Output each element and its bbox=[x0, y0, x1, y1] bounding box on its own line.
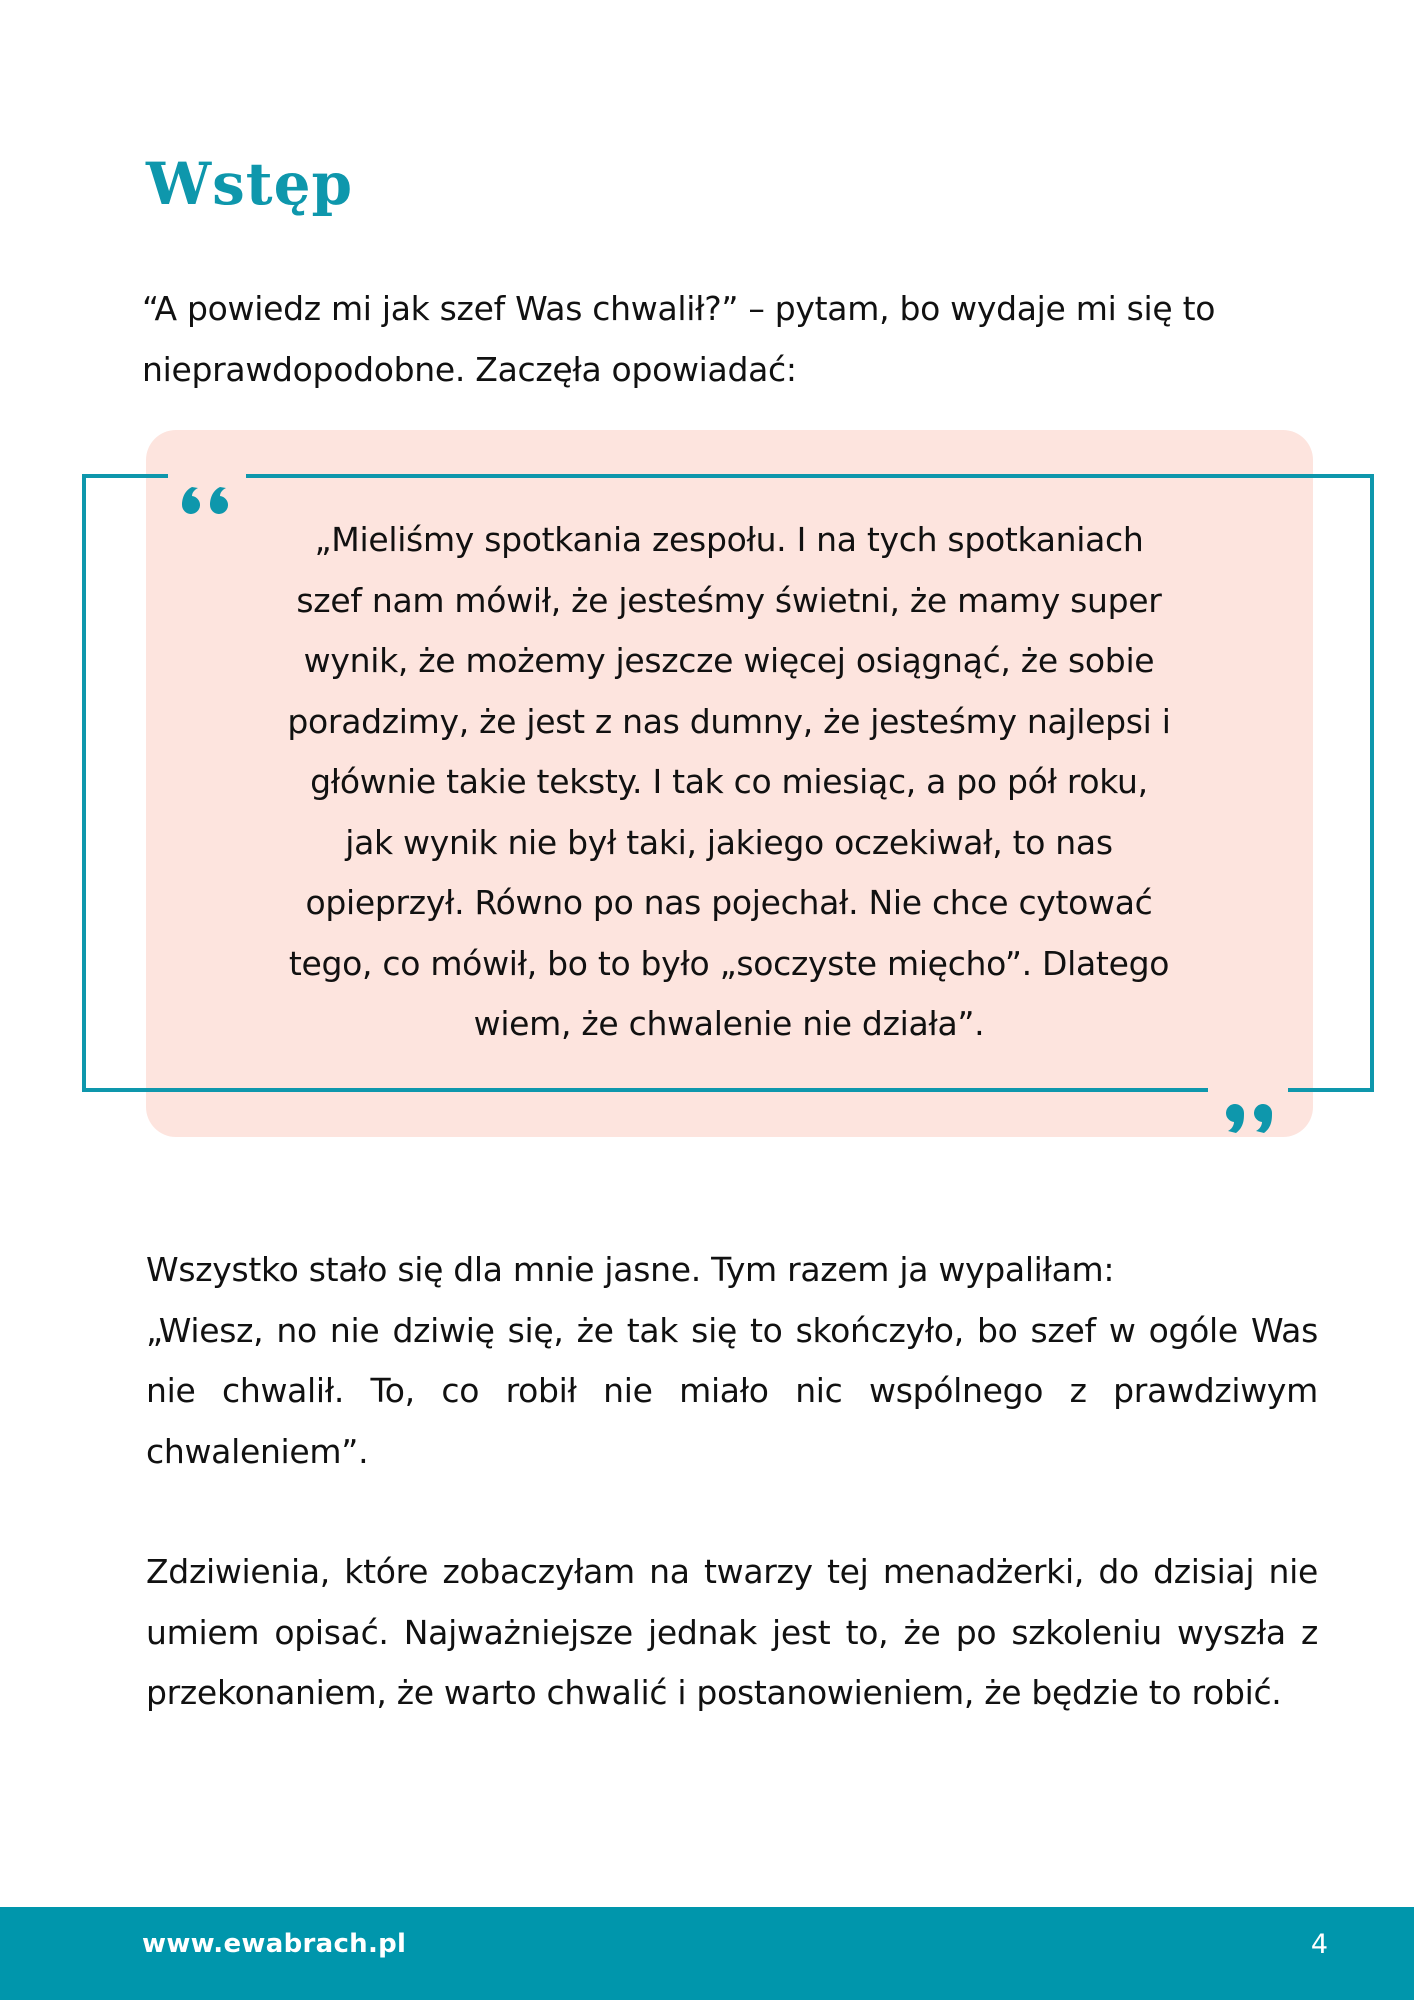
quote-line: wynik, że możemy jeszcze więcej osiągnąć, że sobie bbox=[303, 641, 1155, 680]
quote-line: głównie takie teksty. I tak co miesiąc, a po pół roku, bbox=[310, 762, 1148, 801]
quote-line: „Mieliśmy spotkania zespołu. I na tych spotkaniach bbox=[314, 520, 1144, 559]
intro-paragraph: “A powiedz mi jak szef Was chwalił?” – pytam, bo wydaje mi się to nieprawdopodobne. Zaczęła opowiadać: bbox=[142, 289, 1216, 389]
quote-line: poradzimy, że jest z nas dumny, że jesteśmy najlepsi i bbox=[287, 701, 1171, 741]
page-number: 4 bbox=[1310, 1929, 1328, 1960]
footer-bar bbox=[0, 1907, 1414, 2000]
close-quote-icon bbox=[1218, 1060, 1278, 1156]
quote-line: tego, co mówił, bo to było „soczyste mięcho”. Dlatego bbox=[288, 943, 1170, 983]
body-paragraph-1 bbox=[146, 1240, 1318, 1482]
quote-line: wiem, że chwalenie nie działa”. bbox=[473, 1004, 985, 1043]
body-paragraph-2: Zdziwienia, które zobaczyłam na twarzy tej menadżerki, do dzisiaj nie umiem opisać. Najważniejsze jednak jest to, że po szkoleniu wyszła z przekonaniem, że warto chwalić i postanowieniem, że będzie to robić. bbox=[146, 1552, 1318, 1712]
quote-line: jak wynik nie był taki, jakiego oczekiwał, to nas bbox=[345, 822, 1113, 862]
website-link[interactable]: www.ewabrach.pl bbox=[142, 1929, 407, 1959]
paragraph-body: „Wiesz, no nie dziwię się, że tak się to skończyło, bo szef w ogóle Was nie chwalił. To, co robił nie miało nic wspólnego z prawdziwym chwaleniem”. bbox=[146, 1310, 1318, 1471]
quote-line: szef nam mówił, że jesteśmy świetni, że mamy super bbox=[296, 580, 1162, 620]
quote-line: opieprzył. Równo po nas pojechał. Nie chce cytować bbox=[305, 883, 1153, 922]
paragraph-first-line: Wszystko stało się dla mnie jasne. Tym razem ja wypaliłam: bbox=[146, 1250, 1115, 1289]
section-heading: Wstęp bbox=[146, 150, 354, 218]
quote-text bbox=[218, 510, 1240, 1055]
